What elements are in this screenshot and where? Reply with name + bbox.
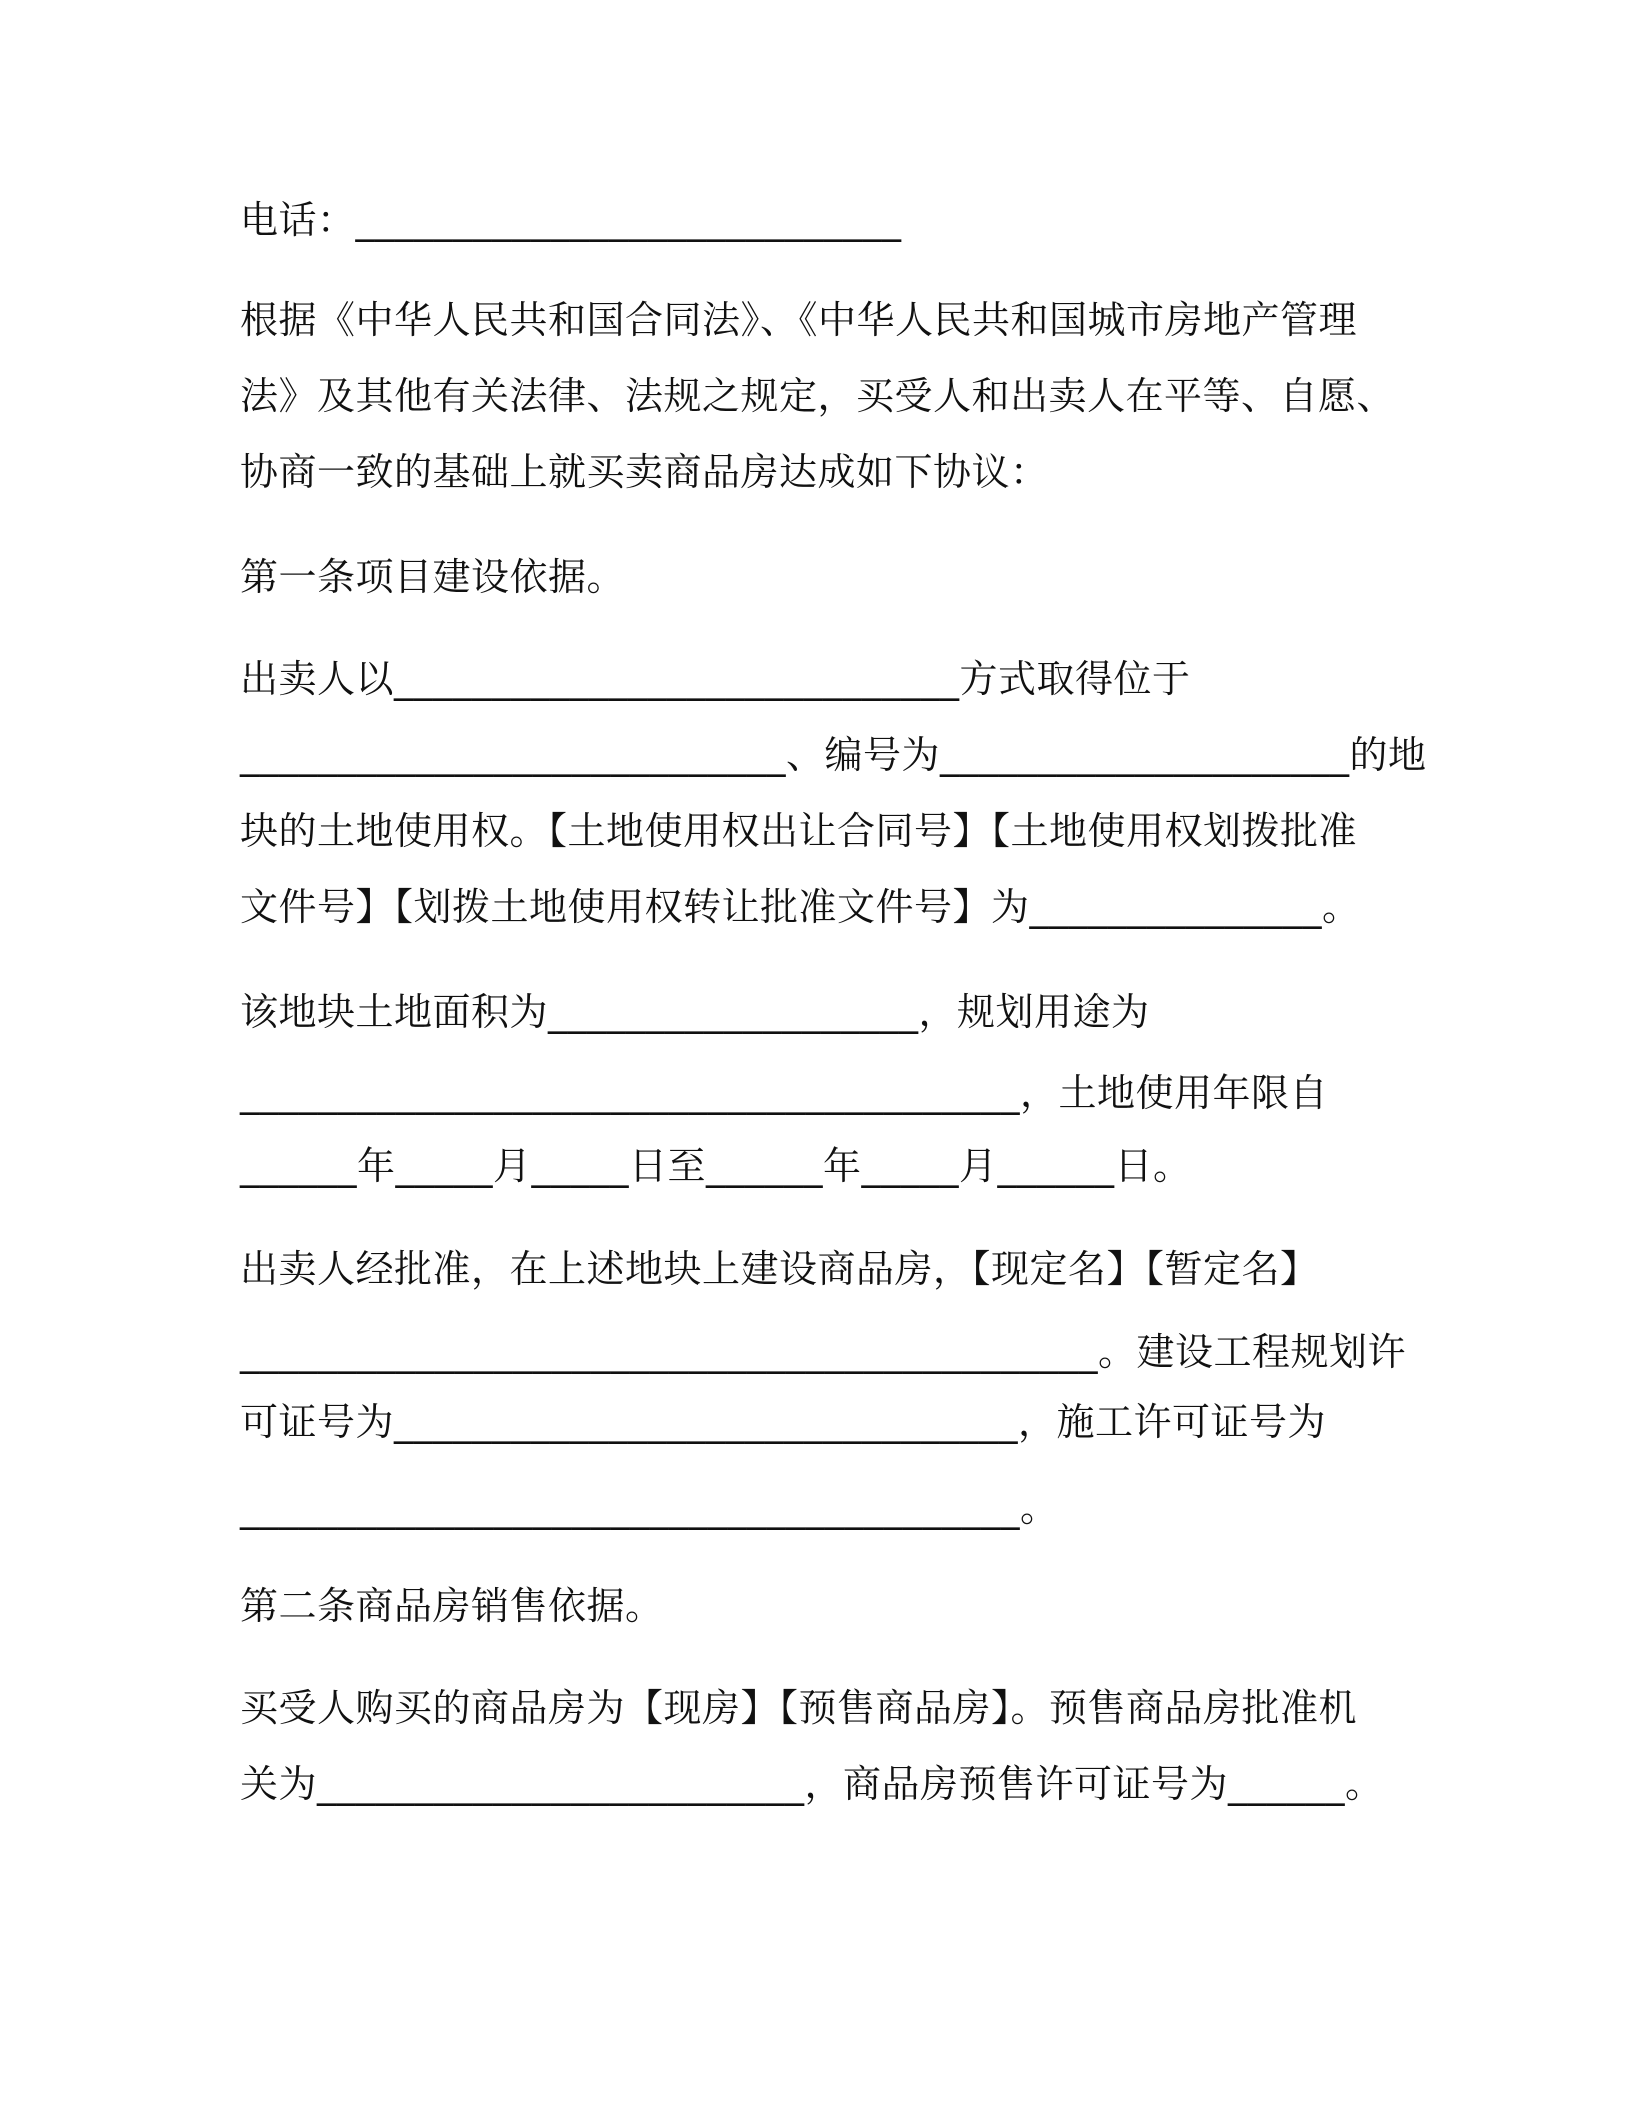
preamble-line-1: 根据《中华人民共和国合同法》、《中华人民共和国城市房地产管理 bbox=[240, 298, 1358, 342]
construction-line-4: ________________________________________。 bbox=[240, 1486, 1059, 1530]
land-area-line-3: ______年_____月_____日至______年_____月______日。 bbox=[240, 1144, 1192, 1188]
article-1-line-3: 块的土地使用权。【土地使用权出让合同号】【土地使用权划拨批准 bbox=[240, 809, 1358, 853]
land-area-line-1: 该地块土地面积为___________________，规划用途为 bbox=[240, 990, 1150, 1034]
construction-line-3: 可证号为________________________________，施工许可证号为 bbox=[240, 1400, 1327, 1444]
preamble-line-3: 协商一致的基础上就买卖商品房达成如下协议： bbox=[240, 450, 1049, 494]
phone-line: 电话：____________________________ bbox=[240, 198, 902, 242]
article-1-line-2: ____________________________、编号为_____________________的地 bbox=[240, 733, 1427, 777]
article-1-line-4: 文件号】【划拨土地使用权转让批准文件号】为_______________。 bbox=[240, 885, 1361, 929]
construction-line-2: ____________________________________________。建设工程规划许 bbox=[240, 1330, 1407, 1374]
land-area-line-2: ________________________________________，土地使用年限自 bbox=[240, 1071, 1329, 1115]
article-2-line-1: 买受人购买的商品房为【现房】【预售商品房】。预售商品房批准机 bbox=[240, 1686, 1358, 1730]
construction-line-1: 出卖人经批准，在上述地块上建设商品房，【现定名】【暂定名】 bbox=[240, 1247, 1319, 1291]
preamble-line-2: 法》及其他有关法律、法规之规定，买受人和出卖人在平等、自愿、 bbox=[240, 374, 1396, 418]
article-1-line-1: 出卖人以_____________________________方式取得位于 bbox=[240, 657, 1191, 701]
article-1-heading: 第一条项目建设依据。 bbox=[240, 555, 626, 599]
article-2-line-2: 关为_________________________，商品房预售许可证号为______。 bbox=[240, 1762, 1384, 1806]
article-2-heading: 第二条商品房销售依据。 bbox=[240, 1584, 664, 1628]
